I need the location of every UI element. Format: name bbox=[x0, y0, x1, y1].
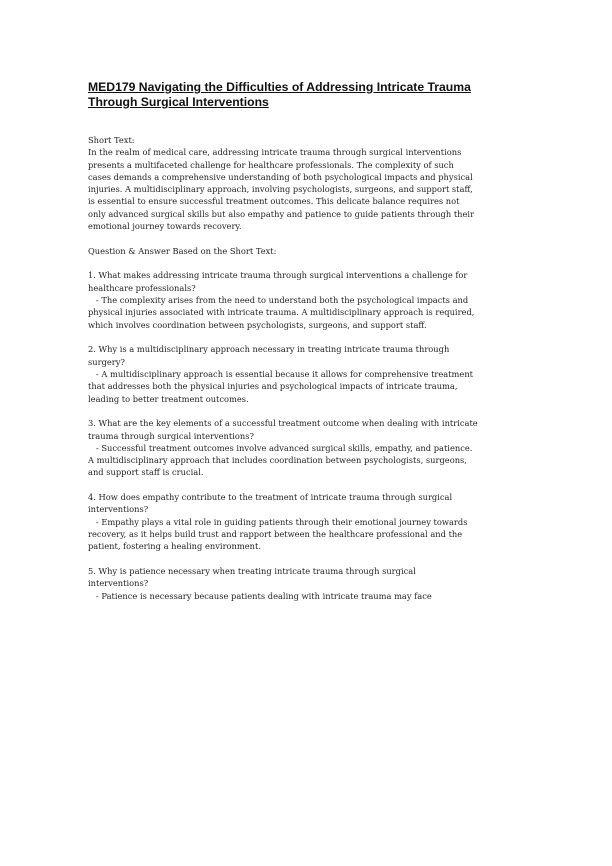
qa-heading: Question & Answer Based on the Short Text: bbox=[88, 245, 277, 256]
qa-answer: - A multidisciplinary approach is essential because it allows for comprehensive treatment that addresses both the physical injuries and psychological impacts of intricate trauma, leading to better treatment outcomes. bbox=[88, 368, 476, 404]
qa-answer: - Patience is necessary because patients dealing with intricate trauma may face bbox=[88, 590, 432, 601]
qa-item bbox=[88, 343, 478, 404]
document-page bbox=[88, 80, 478, 614]
qa-heading-section bbox=[88, 245, 478, 257]
qa-answer: - Empathy plays a vital role in guiding patients through their emotional journey towards recovery, as it helps build trust and rapport between the healthcare professional and the patient, fostering a healing environment. bbox=[88, 516, 471, 552]
qa-question: 5. Why is patience necessary when treating intricate trauma through surgical interventions? bbox=[88, 565, 416, 589]
qa-question: 4. How does empathy contribute to the treatment of intricate trauma through surgical interventions? bbox=[88, 492, 453, 515]
qa-item bbox=[88, 417, 478, 478]
qa-question: 2. Why is a multidisciplinary approach necessary in treating intricate trauma through surgery? bbox=[88, 344, 450, 367]
document-title: MED179 Navigating the Difficulties of Addressing Intricate Trauma Through Surgical Interventions bbox=[88, 80, 471, 109]
qa-item bbox=[88, 269, 478, 330]
short-text-body: In the realm of medical care, addressing intricate trauma through surgical interventions presents a multifaceted challenge for healthcare professionals. The complexity of such cases demands a comprehensive understanding of both psychological impacts and physical injuries. A multidisciplinary approach, involving psychologists, surgeons, and support staff, is essential to ensure successful treatment outcomes. This delicate balance requires not only advanced surgical skills but also empathy and patience to guide patients through their emotional journey towards recovery. bbox=[88, 147, 475, 232]
qa-question: 3. What are the key elements of a successful treatment outcome when dealing with intricate trauma through surgical interventions? bbox=[88, 418, 478, 441]
qa-item bbox=[88, 565, 478, 602]
qa-answer: - Successful treatment outcomes involve advanced surgical skills, empathy, and patience. A multidisciplinary approach that includes coordination between psychologists, surgeons, and support staff is crucial. bbox=[88, 442, 476, 478]
qa-item bbox=[88, 491, 478, 552]
qa-answer: - The complexity arises from the need to understand both the psychological impacts and physical injuries associated with intricate trauma. A multidisciplinary approach is required, which involves coordination between psychologists, surgeons, and support staff. bbox=[88, 295, 478, 330]
qa-question: 1. What makes addressing intricate trauma through surgical interventions a challenge for healthcare professionals? bbox=[88, 270, 468, 293]
short-text-label: Short Text: bbox=[88, 135, 135, 145]
short-text-section bbox=[88, 134, 478, 232]
